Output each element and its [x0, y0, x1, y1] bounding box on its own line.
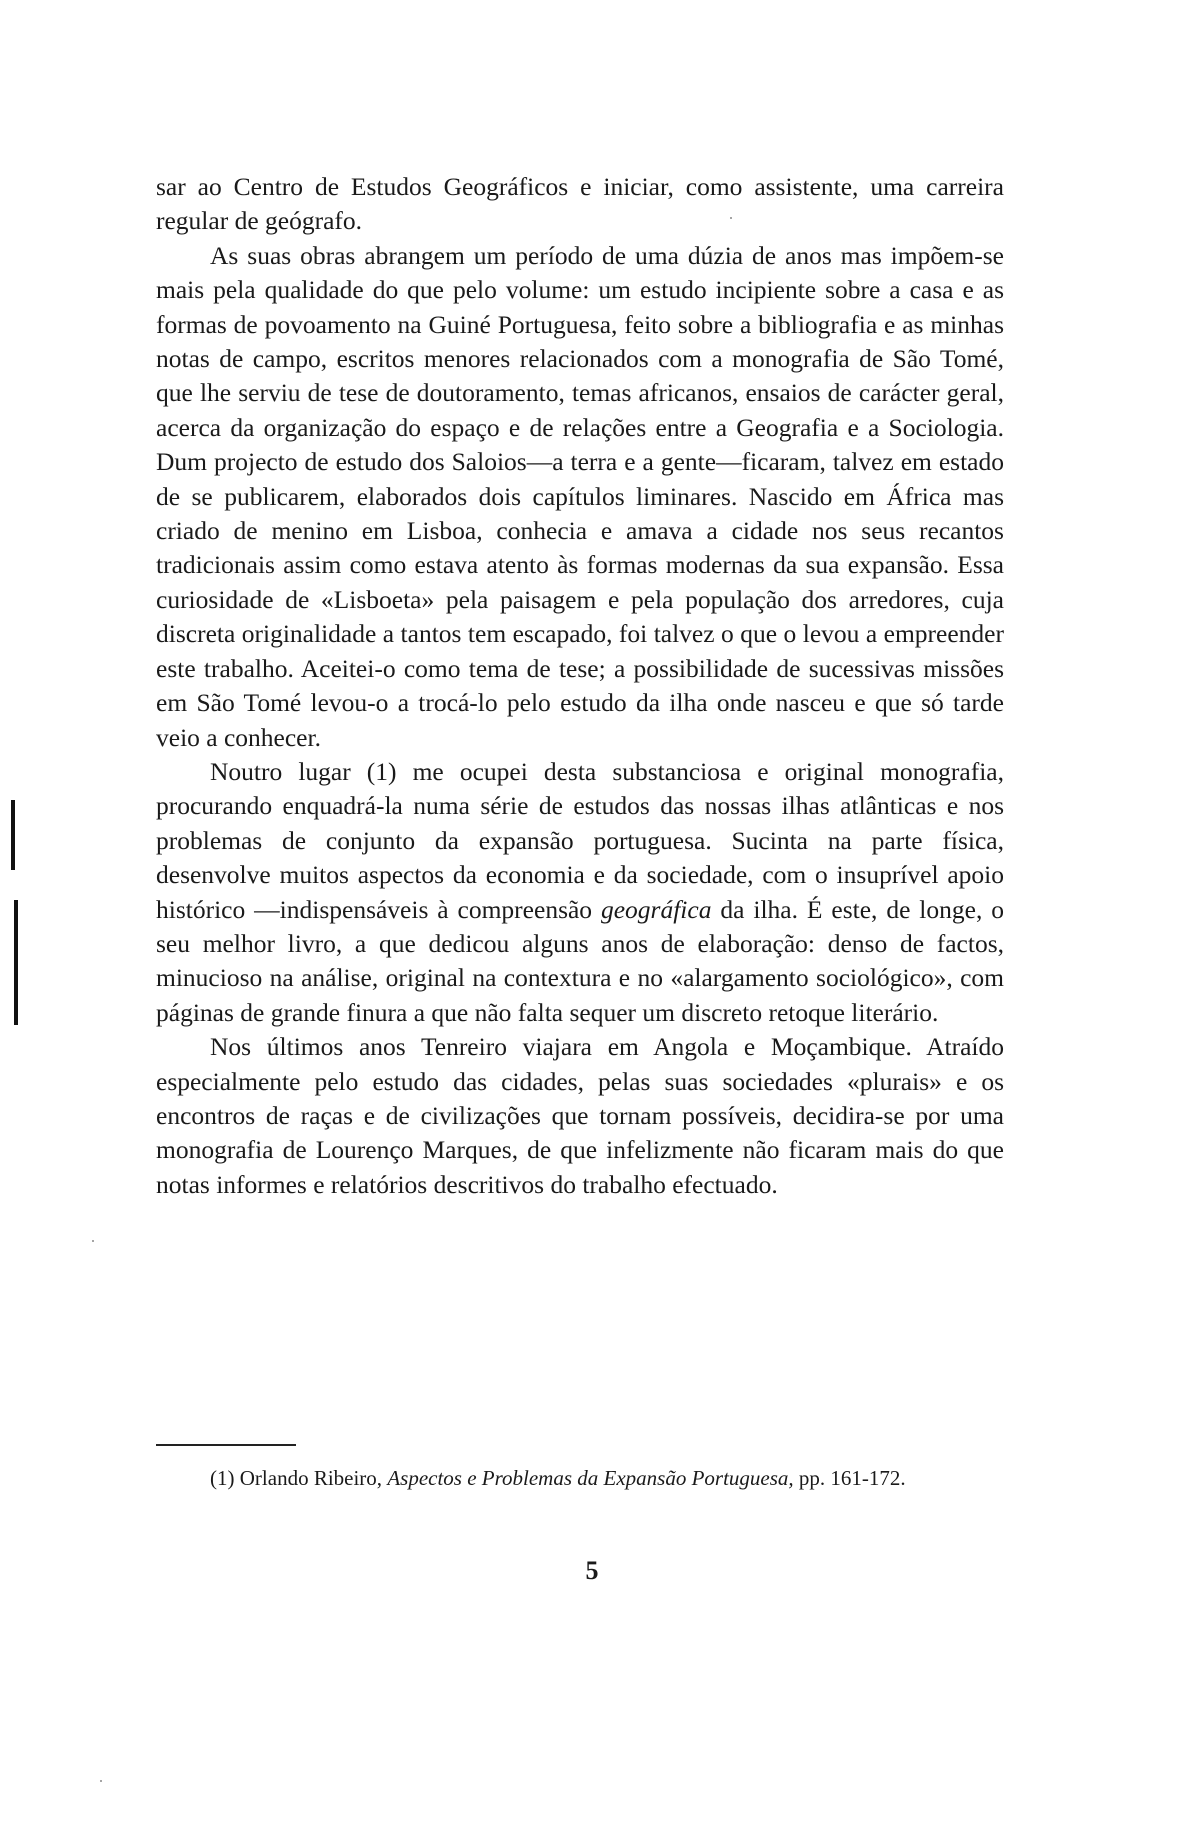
paragraph-text: Noutro lugar (1) me ocupei desta substanciosa e original monografia, procurando enquadrá-la numa série de estudos das nossas ilhas atlânticas e nos problemas de conjunto da expansão portuguesa. Sucinta na parte física, desenvolve muitos aspectos da economia e da sociedade, com o insuprível apoio histórico —indispensáveis à compreensão: [156, 756, 1004, 924]
scan-mark-bar: [14, 900, 18, 1025]
paragraph: [156, 1030, 1004, 1202]
footnote-rule: [156, 1444, 296, 1446]
footnote-author: Orlando Ribeiro,: [239, 1466, 383, 1490]
margin-scan-mark: [11, 800, 21, 1030]
body-text: [156, 170, 1004, 1202]
scan-mark-bar: [11, 800, 15, 870]
footnote: [156, 1462, 1004, 1494]
paragraph-text: Nos últimos anos Tenreiro viajara em Angola e Moçambique. Atraído especialmente pelo estudo das cidades, pelas suas sociedades «plurais» e os encontros de raças e de civilizações que tornam possíveis, decidira-se por uma monografia de Lourenço Marques, de que infelizmente não ficaram mais do que notas informes e relatórios descritivos do trabalho efectuado.: [156, 1032, 1004, 1199]
paragraph: [156, 170, 1004, 239]
paragraph: [156, 755, 1004, 1030]
footnote-title: Aspectos e Problemas da Expansão Portuguesa,: [387, 1466, 794, 1490]
paragraph-text: sar ao Centro de Estudos Geográficos e iniciar, como assistente, uma carreira regular de geógrafo.: [156, 172, 1004, 236]
footnote-marker: (1): [210, 1466, 235, 1490]
scan-speck: [730, 217, 732, 219]
footnote-pages: pp. 161-172.: [798, 1466, 906, 1490]
paragraph-text: da ilha. É este, de longe, o seu melhor livro, a que dedicou alguns anos de elaboração: denso de factos, minucioso na análise, original na contextura e no «alargamento sociológico», com páginas de grande finura a que não falta sequer um discreto retoque literário.: [156, 894, 1005, 1027]
paragraph-text: As suas obras abrangem um período de uma dúzia de anos mas impõem-se mais pela qualidade do que pelo volume: um estudo incipiente sobre a casa e as formas de povoamento na Guiné Portuguesa, feito sobre a bibliografia e as minhas notas de campo, escritos menores relacionados com a monografia de São Tomé, que lhe serviu de tese de doutoramento, temas africanos, ensaios de carácter geral, acerca da organização do espaço e de relações entre a Geografia e a Sociologia. Dum projecto de estudo dos Saloios—a terra e a gente—ficaram, talvez em estado de se publicarem, elaborados dois capítulos liminares. Nascido em África mas criado de menino em Lisboa, conhecia e amava a cidade nos seus recantos tradicionais assim como estava atento às formas modernas da sua expansão. Essa curiosidade de «Lisboeta» pela paisagem e pela população dos arredores, cuja discreta originalidade a tantos tem escapado, foi talvez o que o levou a empreender este trabalho. Aceitei-o como tema de tese; a possibilidade de sucessivas missões em São Tomé levou-o a trocá-lo pelo estudo da ilha onde nasceu e que só tarde veio a conhecer.: [156, 240, 1004, 752]
italic-text: geográfica: [600, 894, 712, 924]
paragraph: [156, 239, 1004, 755]
scan-speck: [100, 1780, 102, 1782]
page-number: 5: [585, 1556, 599, 1585]
scan-speck: [92, 1240, 94, 1242]
